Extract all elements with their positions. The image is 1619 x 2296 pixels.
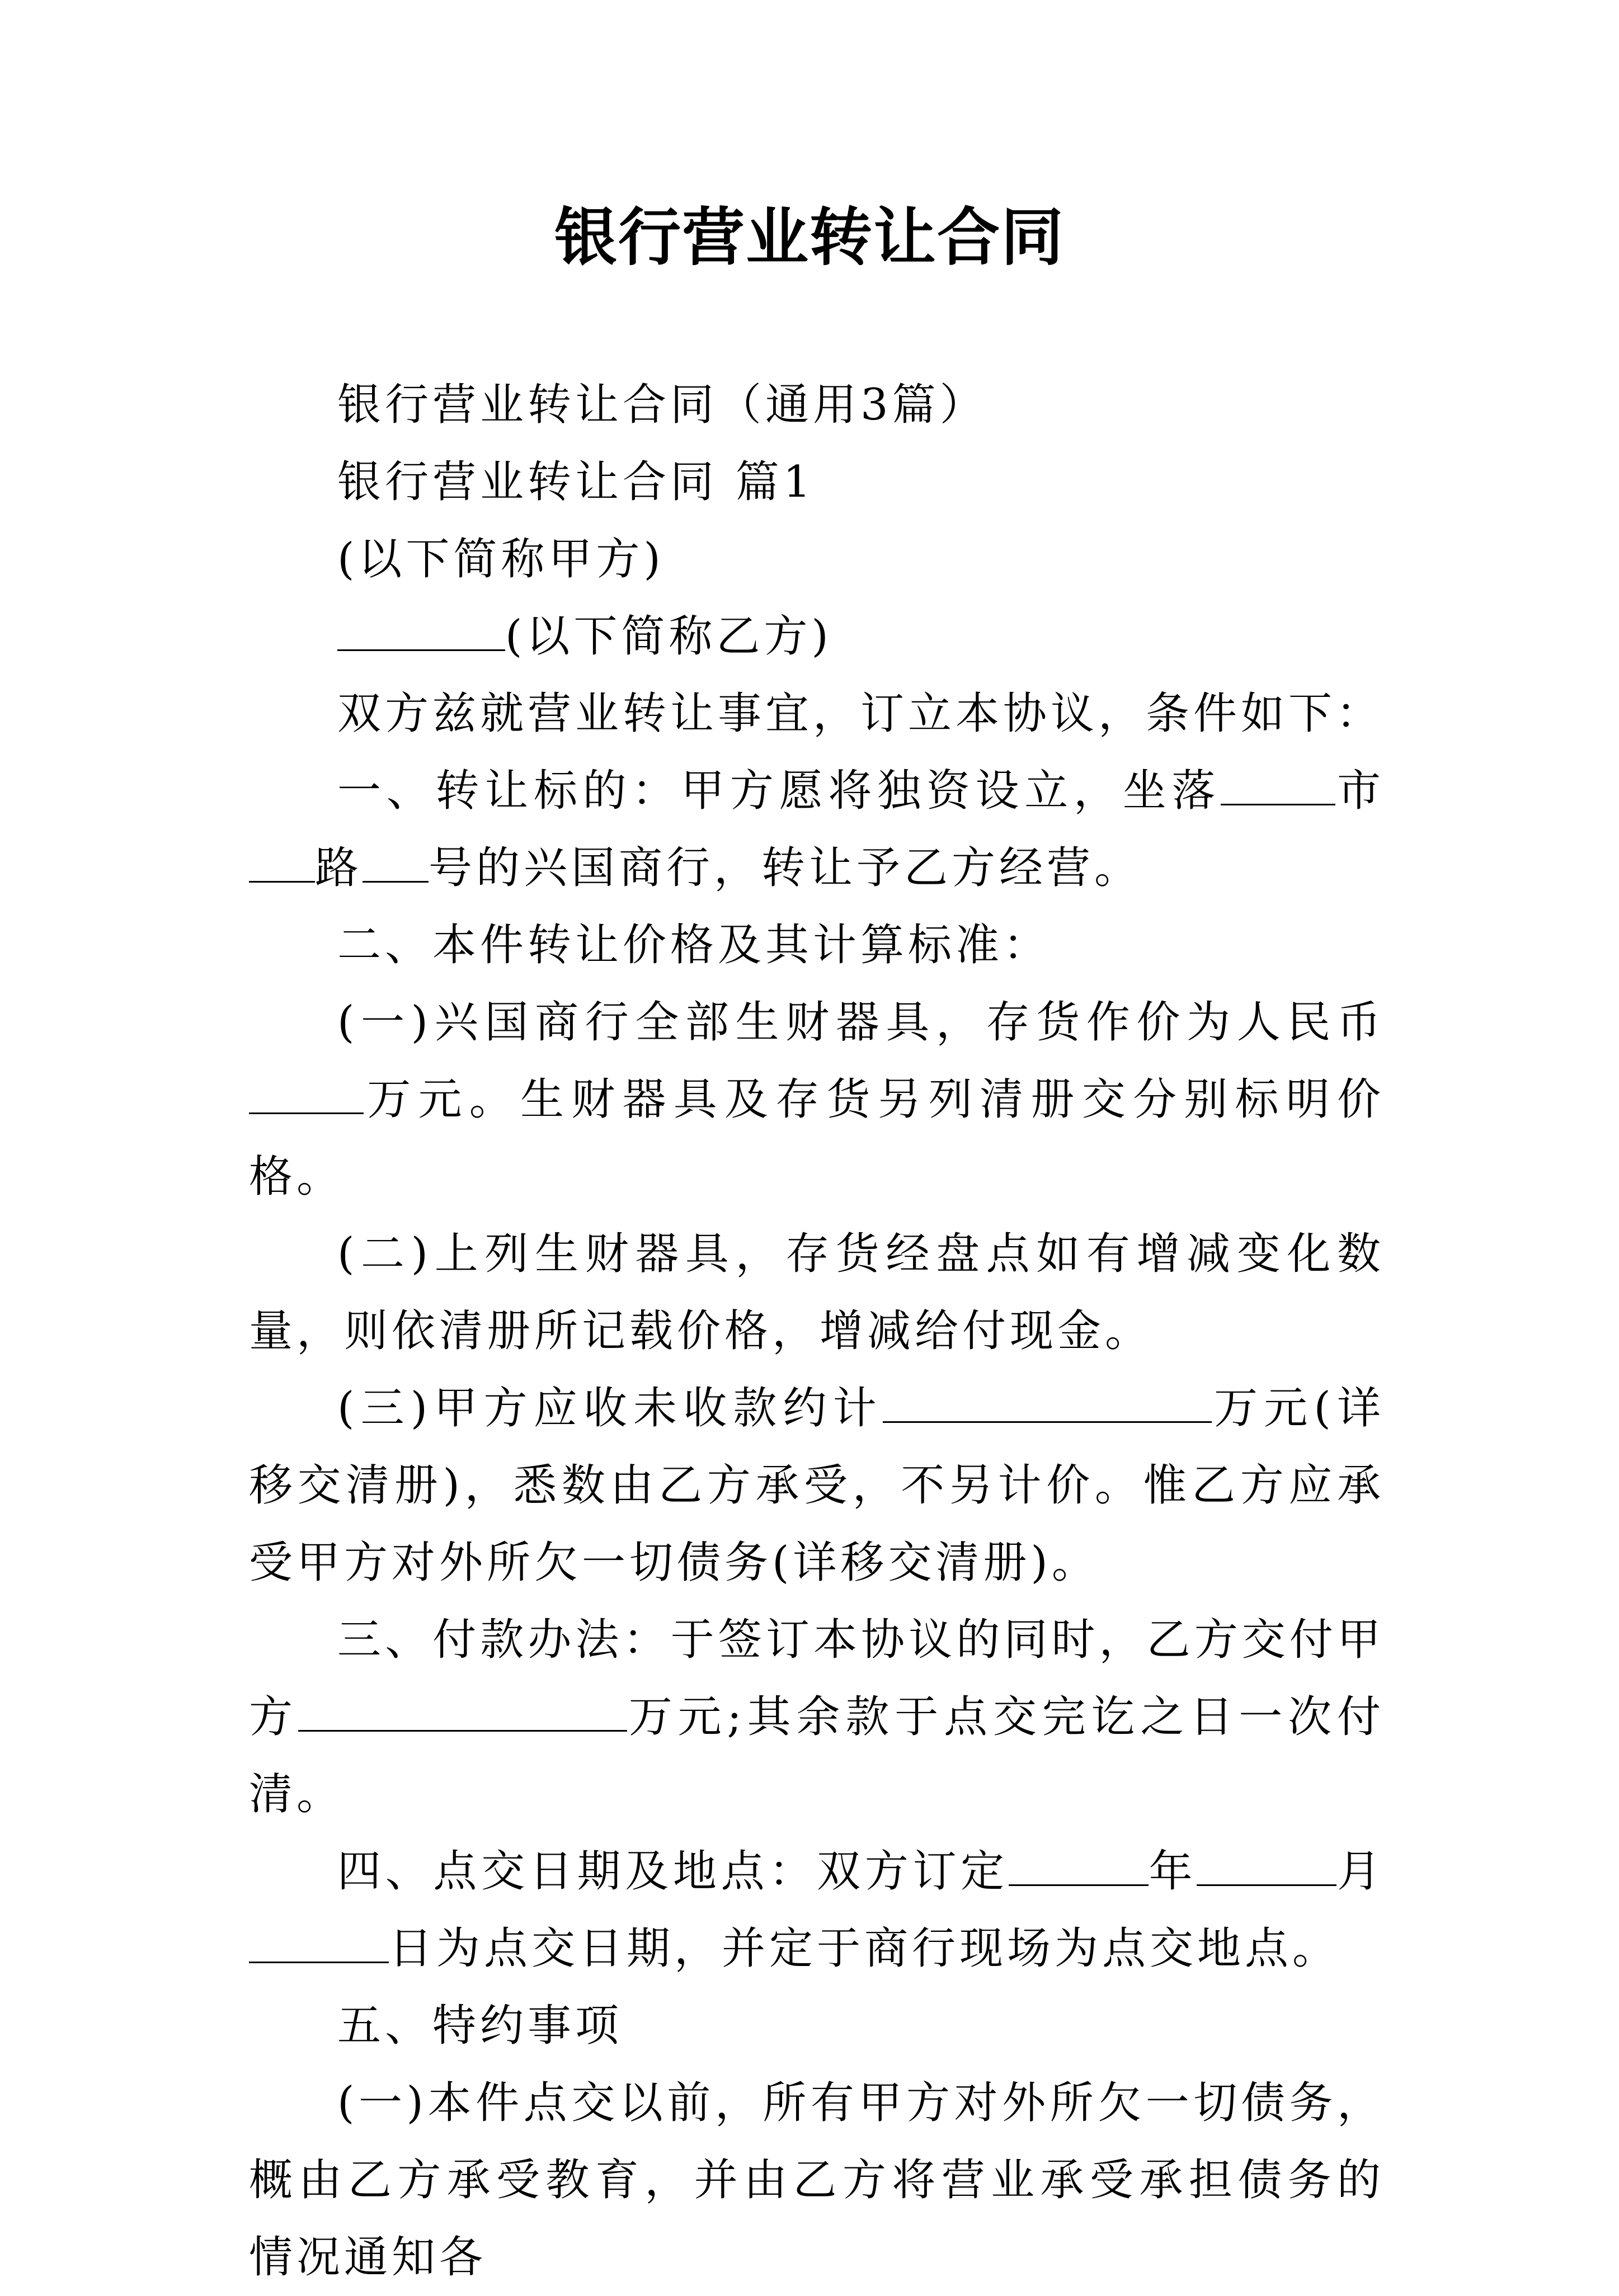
party-b-text: (以下简称乙方) [505,611,832,662]
clause-3-rest: 万元;其余款于点交完讫之日一次付清。 [249,1692,1385,1819]
clause-1-text: 一、转让标的：甲方愿将独资设立，坐落 [337,766,1221,816]
fill-in-blank [249,1921,389,1963]
party-a-line: (以下简称甲方) [337,534,665,584]
fill-in-blank [883,1381,1212,1423]
clause-4-year: 年 [1148,1846,1197,1897]
party-b-line [249,598,1385,675]
fill-in-blank [298,1690,627,1732]
fill-in-blank [1009,1844,1149,1886]
clause-1-road: 路 [315,843,363,893]
clause-2-1-rest: 万元。生财器具及存货另列清册交分别标明价格。 [249,1074,1385,1202]
intro-paragraph: 双方兹就营业转让事宜，订立本协议，条件如下： [337,689,1384,739]
fill-in-blank [337,609,505,651]
clause-2-3 [249,1370,1385,1601]
document-subtitle: 银行营业转让合同（通用3篇） [337,380,987,430]
fill-in-blank [249,1072,364,1114]
document-title: 银行营业转让合同 [554,201,1065,274]
clause-3 [249,1601,1385,1833]
clause-2-1 [249,984,1385,1215]
clause-2-2: (二)上列生财器具，存货经盘点如有增减变化数量，则依清册所记载价格，增减给付现金。 [249,1229,1385,1356]
document-body [249,366,1385,2296]
clause-5-heading: 五、特约事项 [337,2001,623,2051]
section-heading: 银行营业转让合同 篇1 [337,457,815,507]
clause-5-1: (一)本件点交以前，所有甲方对外所欠一切债务，概由乙方承受教育，并由乙方将营业承受承担债务的情况通知各 [249,2078,1385,2283]
clause-2-3-text: (三)甲方应收未收款约计 [337,1383,883,1434]
clause-1-city: 市 [1335,766,1385,816]
clause-4 [249,1833,1385,1987]
clause-1 [249,752,1385,907]
fill-in-blank [1221,763,1335,805]
clause-1-rest: 号的兴国商行，转让予乙方经营。 [429,843,1142,893]
clause-4-rest: 日为点交日期，并定于商行现场为点交地点。 [389,1923,1340,1974]
fill-in-blank [1197,1844,1336,1886]
fill-in-blank [249,841,315,883]
clause-2-heading: 二、本件转让价格及其计算标准： [337,920,1051,970]
clause-4-month: 月 [1336,1846,1385,1897]
clause-2-3-rest: 万元(详移交清册)，悉数由乙方承受，不另计价。惟乙方应承受甲方对外所欠一切债务(详移交清册)。 [249,1383,1385,1588]
fill-in-blank [363,841,429,883]
clause-4-text: 四、点交日期及地点：双方订定 [337,1846,1009,1897]
clause-2-1-text: (一)兴国商行全部生财器具，存货作价为人民币 [337,997,1385,1048]
clause-3-text: 三、付款办法：于签订本协议的同时，乙方交付甲方 [249,1615,1385,1742]
